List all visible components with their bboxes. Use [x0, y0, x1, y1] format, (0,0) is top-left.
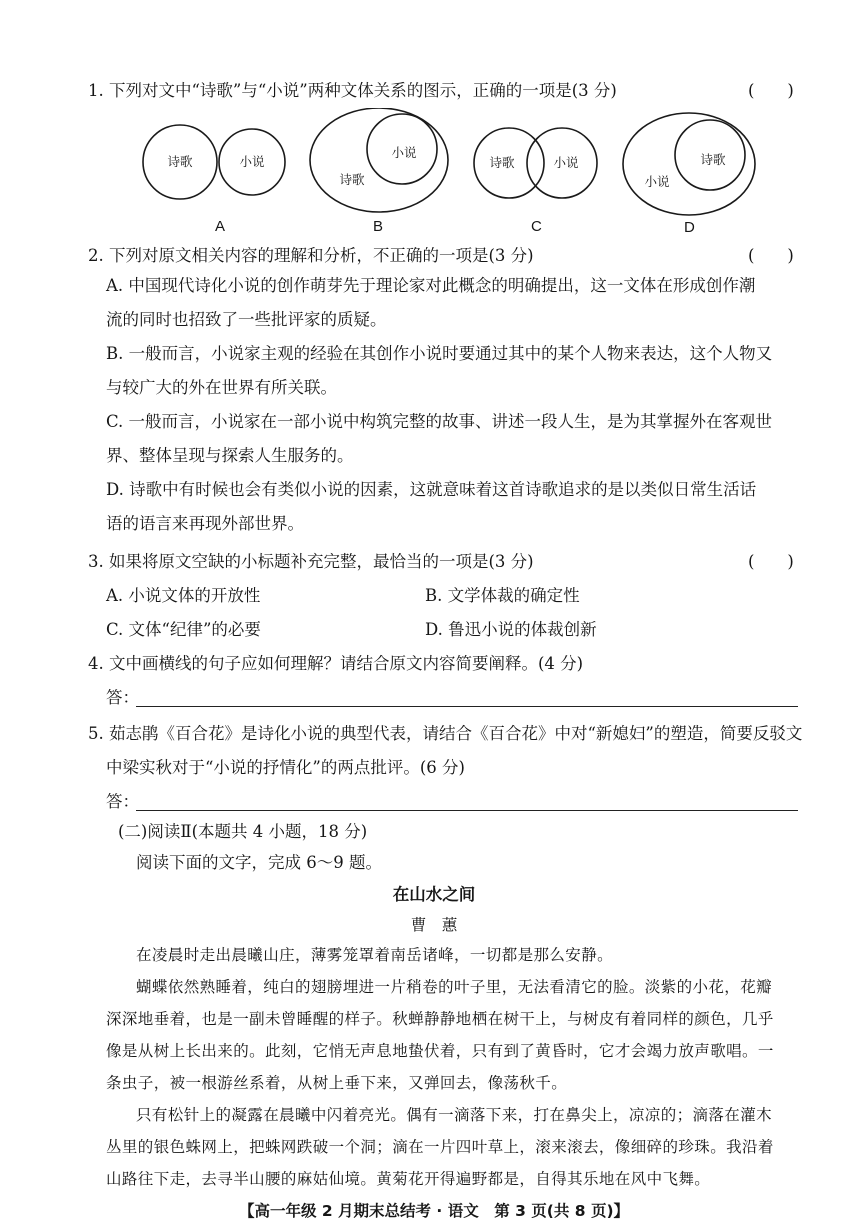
q5-stem-line1: 5. 茹志鹃《百合花》是诗化小说的典型代表，请结合《百合花》中对“新媳妇”的塑造，简要反驳文	[88, 724, 803, 743]
diagram-c	[474, 128, 597, 198]
article-author: 曹 蕙	[410, 916, 458, 934]
q4-stem: 4. 文中画横线的句子应如何理解？请结合原文内容简要阐释。(4 分)	[88, 654, 584, 673]
article-p1: 在凌晨时走出晨曦山庄，薄雾笼罩着南岳诸峰，一切都是那么安静。	[136, 946, 614, 964]
article-p2-line4: 条虫子，被一根游丝系着，从树上垂下来，又弹回去，像荡秋千。	[106, 1074, 568, 1092]
diagram-d-poetry-text: 诗歌	[700, 152, 726, 167]
q2-answer-bracket: ( )	[748, 246, 794, 265]
diagram-label-d: D	[684, 219, 695, 236]
page-footer: 【高一年级 2 月期末总结考 · 语文 第 3 页(共 8 页)】	[238, 1202, 630, 1220]
article-p2-line3: 像是从树上长出来的。此刻，它悄无声息地蛰伏着，只有到了黄昏时，它才会竭力放声歌唱。一	[106, 1042, 774, 1060]
q3-option-a: A. 小说文体的开放性	[106, 586, 261, 605]
diagram-b-novel-text: 小说	[391, 145, 417, 160]
diagram-label-c: C	[531, 218, 542, 235]
q1-diagrams	[0, 108, 868, 248]
q2-option-d-line2: 语的语言来再现外部世界。	[106, 514, 304, 533]
diagram-label-a: A	[215, 218, 226, 235]
q1-answer-bracket: ( )	[748, 81, 794, 100]
q2-option-a-line2: 流的同时也招致了一些批评家的质疑。	[106, 310, 387, 329]
diagram-a	[143, 125, 285, 199]
section2-instruction: 阅读下面的文字，完成 6～9 题。	[136, 853, 382, 872]
q2-option-c-line1: C. 一般而言，小说家在一部小说中构筑完整的故事、讲述一段人生，是为其掌握外在客观世	[106, 412, 773, 431]
diagram-c-poetry-text: 诗歌	[489, 155, 515, 170]
q2-option-c-line2: 界、整体呈现与探索人生服务的。	[106, 446, 354, 465]
q3-option-d: D. 鲁迅小说的体裁创新	[425, 620, 597, 639]
q3-option-c: C. 文体“纪律”的必要	[106, 620, 261, 639]
q2-option-a-line1: A. 中国现代诗化小说的创作萌芽先于理论家对此概念的明确提出，这一文体在形成创作潮	[106, 276, 756, 295]
q5-answer-line[interactable]	[136, 810, 798, 811]
q3-stem: 3. 如果将原文空缺的小标题补充完整，最恰当的一项是(3 分)	[88, 552, 534, 571]
q5-stem-line2: 中梁实秋对于“小说的抒情化”的两点批评。(6 分)	[106, 758, 465, 777]
article-title: 在山水之间	[392, 885, 476, 904]
diagram-c-novel-text: 小说	[553, 155, 579, 170]
q1-stem: 1. 下列对文中“诗歌”与“小说”两种文体关系的图示，正确的一项是(3 分)	[88, 81, 617, 100]
q2-option-d-line1: D. 诗歌中有时候也会有类似小说的因素，这就意味着这首诗歌追求的是以类似日常生活话	[106, 480, 757, 499]
diagram-a-poetry-text: 诗歌	[167, 154, 193, 169]
diagram-d-novel-ellipse	[623, 113, 755, 215]
diagram-label-b: B	[373, 218, 384, 235]
diagram-a-novel-text: 小说	[239, 154, 265, 169]
section2-heading: (二)阅读Ⅱ(本题共 4 小题，18 分)	[118, 822, 368, 841]
q2-stem: 2. 下列对原文相关内容的理解和分析，不正确的一项是(3 分)	[88, 246, 534, 265]
q4-answer-label: 答：	[106, 688, 139, 707]
article-p3-line1: 只有松针上的凝露在晨曦中闪着亮光。偶有一滴落下来，打在鼻尖上，凉凉的；滴落在灌木	[136, 1106, 773, 1124]
diagram-d	[623, 113, 755, 215]
q2-option-b-line1: B. 一般而言，小说家主观的经验在其创作小说时要通过其中的某个人物来表达，这个人物又	[106, 344, 773, 363]
q2-option-b-line2: 与较广大的外在世界有所关联。	[106, 378, 337, 397]
article-p2-line1: 蝴蝶依然熟睡着，纯白的翅膀埋进一片稍卷的叶子里，无法看清它的脸。淡紫的小花，花瓣	[136, 978, 773, 996]
article-p3-line3: 山路往下走，去寻半山腰的麻姑仙境。黄菊花开得遍野都是，自得其乐地在风中飞舞。	[106, 1170, 711, 1188]
q4-answer-line[interactable]	[136, 706, 798, 707]
q3-option-b: B. 文学体裁的确定性	[425, 586, 580, 605]
article-p3-line2: 丛里的银色蛛网上，把蛛网跌破一个洞；滴在一片四叶草上，滚来滚去，像细碎的珍珠。我沿着	[106, 1138, 774, 1156]
diagram-d-novel-text: 小说	[644, 174, 670, 189]
diagram-b-poetry-text: 诗歌	[339, 172, 365, 187]
diagram-b	[310, 108, 448, 212]
q5-answer-label: 答：	[106, 792, 139, 811]
article-p2-line2: 深深地垂着，也是一副未曾睡醒的样子。秋蝉静静地栖在树干上，与树皮有着同样的颜色，几乎	[106, 1010, 774, 1028]
q3-answer-bracket: ( )	[748, 552, 794, 571]
